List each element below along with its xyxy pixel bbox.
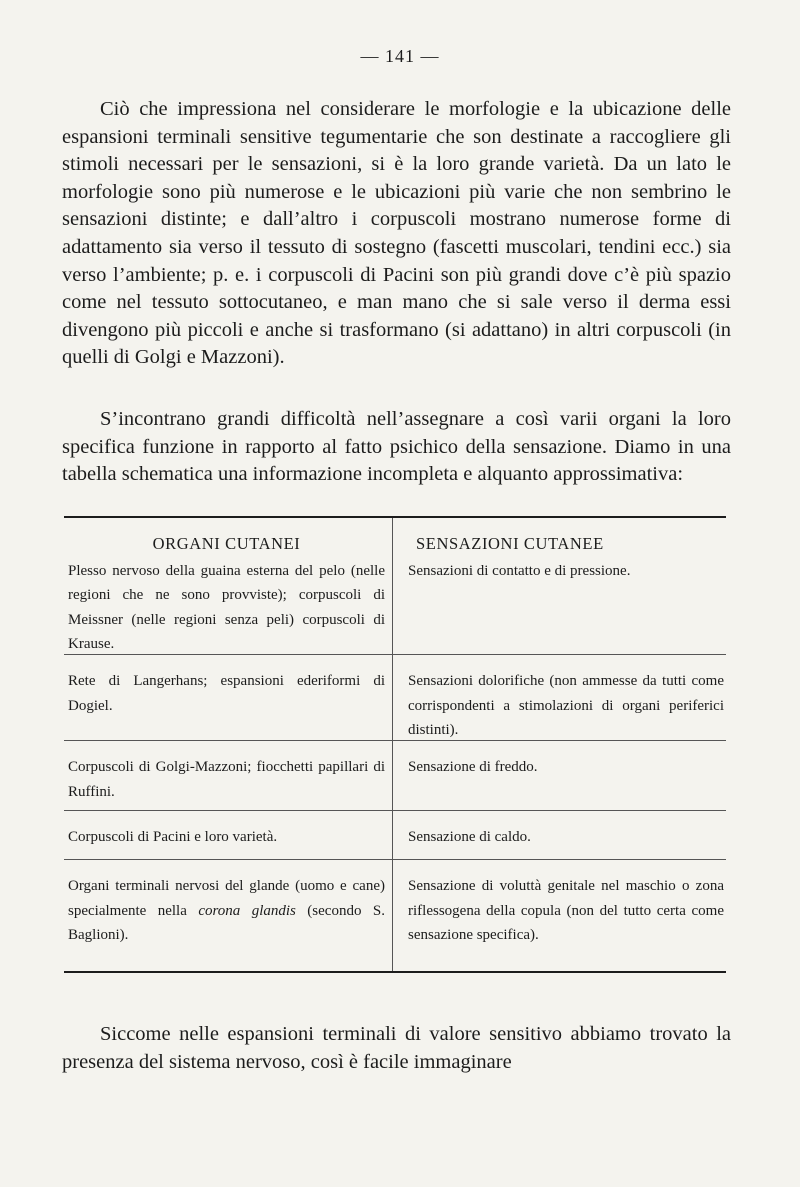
sensation-cell xyxy=(393,741,726,810)
sensation-cell xyxy=(393,811,726,859)
organ-cell xyxy=(64,655,393,740)
organ-cell xyxy=(64,860,393,971)
sensation-cell xyxy=(393,860,726,971)
header-sensazioni-cutanee: SENSAZIONI CUTANEE xyxy=(416,534,604,553)
paragraph-closing: Siccome nelle espansioni terminali di valore sensitivo abbiamo trovato la presenza del sistema nervoso, così è facile immaginare xyxy=(62,1023,731,1073)
sensation-text: Sensazioni di contatto e di pressione. xyxy=(408,562,631,579)
table-row xyxy=(64,654,726,740)
organ-text: Corpuscoli di Pacini e loro varietà. xyxy=(68,829,278,845)
organ-text: Plesso nervoso della guaina esterna del pelo (nelle regioni che ne sono provviste); corpuscoli di Meissner (nelle regioni senza peli) corpuscoli di Krause. xyxy=(68,562,385,652)
sensation-text: Sensazioni dolorifiche (non ammesse da tutti come corrispondenti a stimolazioni di organi periferici distinti). xyxy=(408,673,724,738)
table-row xyxy=(64,740,726,810)
table-row xyxy=(64,859,726,971)
organ-text-italic: corona glandis xyxy=(198,902,296,919)
sensation-cell xyxy=(393,518,726,654)
table-row xyxy=(64,518,726,654)
organ-cell xyxy=(64,518,393,654)
sensation-table xyxy=(64,516,726,973)
sensation-text: Sensazione di voluttà genitale nel maschio o zona riflessogena della copula (non del tutto certa come sensazione specifica). xyxy=(408,878,724,943)
organ-cell xyxy=(64,741,393,810)
sensation-text: Sensazione di freddo. xyxy=(408,759,538,775)
organ-text-prefix: Organi terminali nervosi del glande (uomo e cane) specialmente nella xyxy=(68,878,385,919)
page-number: — 141 — xyxy=(360,46,440,66)
organ-text-suffix: (secondo S. Baglioni). xyxy=(68,902,385,943)
organ-text xyxy=(68,874,385,948)
paragraph-difficulty: S’incontrano grandi difficoltà nell’assegnare a così varii organi la loro specifica funzione in rapporto al fatto psichico della sensazione. Diamo in una tabella schematica una informazione incompleta e alquanto approssimativa: xyxy=(62,408,731,486)
header-organi-cutanei: ORGANI CUTANEI xyxy=(152,534,301,553)
table-row xyxy=(64,810,726,859)
organ-cell xyxy=(64,811,393,859)
organ-text: Rete di Langerhans; espansioni ederiformi di Dogiel. xyxy=(68,673,385,714)
sensation-text: Sensazione di caldo. xyxy=(408,829,531,845)
paragraph-intro: Ciò che impressiona nel considerare le morfologie e la ubicazione delle espansioni terminali sensitive tegumentarie che son destinate a raccogliere gli stimoli necessari per le sensazioni, si è la loro grande varietà. Da un lato le morfologie sono più numerose e le ubicazioni più varie che non sembrino le sensazioni distinte; e dall’altro i corpuscoli mostrano numerose forme di adattamento sia verso il tessuto di sostegno (fascetti muscolari, tendini ecc.) sia verso l’ambiente; p. e. i corpuscoli di Pacini son più grandi dove c’è più spazio come nel tessuto sottocutaneo, e man mano che si sale verso il derma essi divengono più piccoli e anche si trasformano (si adattano) in altri corpuscoli (in quelli di Golgi e Mazzoni). xyxy=(62,98,731,369)
sensation-cell xyxy=(393,655,726,740)
organ-text: Corpuscoli di Golgi-Mazzoni; fiocchetti papillari di Ruffini. xyxy=(68,759,385,800)
